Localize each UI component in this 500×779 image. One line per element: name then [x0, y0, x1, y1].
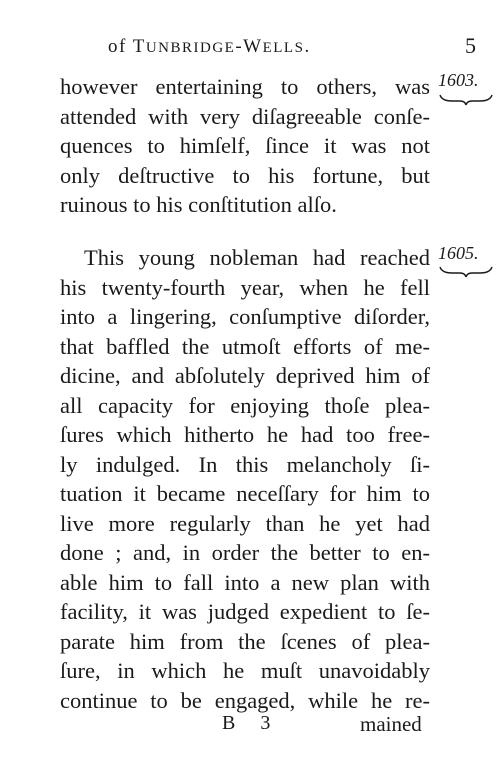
margin-year-note: 1603. [438, 70, 479, 90]
text-line: ſures which hitherto he had too free- [60, 422, 430, 447]
text-line: parate him from the ſcenes of plea- [60, 628, 430, 654]
text-line: attended with very diſagreeable conſe- [60, 103, 430, 129]
running-head-initial-t: T [132, 36, 146, 57]
running-head-prefix: of [108, 36, 133, 57]
text-line: ſure, in which he muſt unavoidably [60, 658, 430, 683]
text-line: quences to himſelf, ſince it was not [60, 133, 430, 158]
text-line: live more regularly than he yet had [60, 510, 430, 536]
running-head-smallcaps-tunbridge: UNBRIDGE [145, 40, 236, 56]
text-line: only deſtructive to his fortune, but [60, 162, 430, 188]
text-line: This young nobleman had reached [84, 245, 430, 270]
text-line: continue to be engaged, while he re- [60, 687, 430, 713]
text-line: done ; and, in order the better to en- [60, 540, 430, 565]
margin-year-note: 1605. [438, 243, 479, 263]
margin-brace-icon [438, 93, 494, 107]
running-head [108, 36, 311, 58]
text-line: his twenty-fourth year, when he fell [60, 274, 430, 300]
text-line: all capacity for enjoying thoſe plea- [60, 392, 430, 418]
running-head-dash: - [235, 36, 244, 57]
paragraph-continued [60, 72, 430, 220]
catchword: mained [360, 712, 422, 736]
text-line: able him to fall into a new plan with [60, 569, 430, 595]
text-line: that baffled the utmoſt efforts of me- [60, 333, 430, 359]
running-head-initial-w: W [243, 36, 263, 57]
text-line: however entertaining to others, was [60, 74, 430, 99]
margin-brace-icon [438, 265, 494, 279]
running-head-suffix: . [304, 36, 311, 57]
text-line: tuation it became neceſſary for him to [60, 481, 430, 506]
text-line: facility, it was judged expedient to ſe- [60, 599, 430, 624]
paragraph [60, 243, 430, 715]
page-number: 5 [465, 33, 476, 58]
signature-mark: B 3 [222, 712, 281, 734]
text-line: ruinous to his conſtitution alſo. [60, 192, 337, 217]
text-line: ly indulged. In this melancholy ſi- [60, 451, 430, 477]
running-head-smallcaps-wells: ELLS [262, 40, 305, 56]
text-line: into a lingering, conſumptive diſorder, [60, 304, 430, 329]
text-line: dicine, and abſolutely deprived him of [60, 363, 430, 388]
